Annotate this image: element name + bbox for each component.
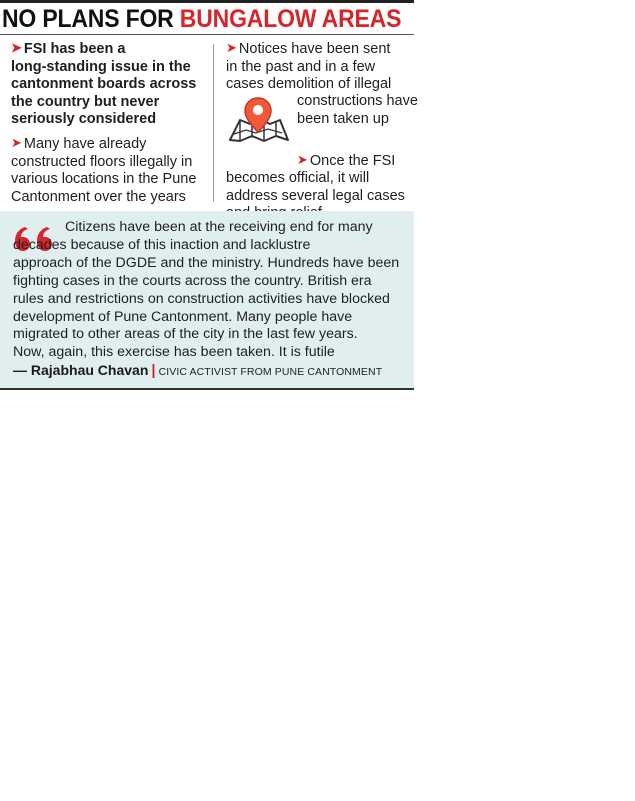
left-bullet-1-text: FSI has been a long-standing issue in the cantonment boards across the country but never seriously considered xyxy=(11,41,197,128)
right-bullet-1-part-a xyxy=(226,40,416,94)
headline-part-red: BUNGALOW AREAS xyxy=(179,5,402,33)
infographic-card xyxy=(0,0,418,390)
right-column xyxy=(226,40,416,206)
arrow-bullet-icon: ➤ xyxy=(297,151,308,167)
arrow-bullet-icon: ➤ xyxy=(11,40,22,55)
right-bullet-2-first-text: Once the FSI xyxy=(309,152,396,169)
right-bullet-2 xyxy=(226,134,416,223)
attribution-role: CIVIC ACTIVIST FROM PUNE CANTONMENT xyxy=(158,366,383,378)
attribution-separator: | xyxy=(151,362,156,379)
right-bullet-1-text-a: Notices have been sent in the past and in a few cases demolition of illegal xyxy=(226,41,392,93)
right-bullet-1-part-b: constructions have been taken up xyxy=(297,93,418,127)
quote-text xyxy=(13,219,405,362)
left-column xyxy=(11,40,207,210)
quote-attribution xyxy=(13,362,408,380)
right-bullet-2-first-line xyxy=(226,152,416,171)
headline-part-black: NO PLANS FOR xyxy=(2,5,174,33)
left-bullet-2 xyxy=(11,135,207,206)
right-bullet-2-rest-text: becomes official, it will address several legal cases xyxy=(226,170,405,204)
arrow-bullet-icon: ➤ xyxy=(226,40,237,55)
top-rule xyxy=(0,0,414,3)
quote-box xyxy=(0,211,414,388)
left-bullet-2-text: Many have already constructed floors illegally in various locations in the Pune Cantonment over the years xyxy=(11,135,197,205)
quote-first-line: Citizens have been at the receiving end for many xyxy=(65,219,373,235)
attribution-name: — Rajabhau Chavan xyxy=(13,362,149,378)
headline-rule xyxy=(0,34,414,35)
column-divider xyxy=(213,44,214,202)
arrow-bullet-icon: ➤ xyxy=(11,134,22,150)
headline xyxy=(2,4,402,34)
quote-rest: decades because of this inaction and lacklustre approach of the DGDE and the ministry. Hundreds have been fighting cases in the courts across the country. British era rules and restrictions on construction activities have blocked development of Pune Cantonment. Many people have migrated to other areas of the city in the last few years. Now, again, this exercise has been taken. It is futile xyxy=(13,236,400,361)
left-bullet-1 xyxy=(11,40,207,129)
